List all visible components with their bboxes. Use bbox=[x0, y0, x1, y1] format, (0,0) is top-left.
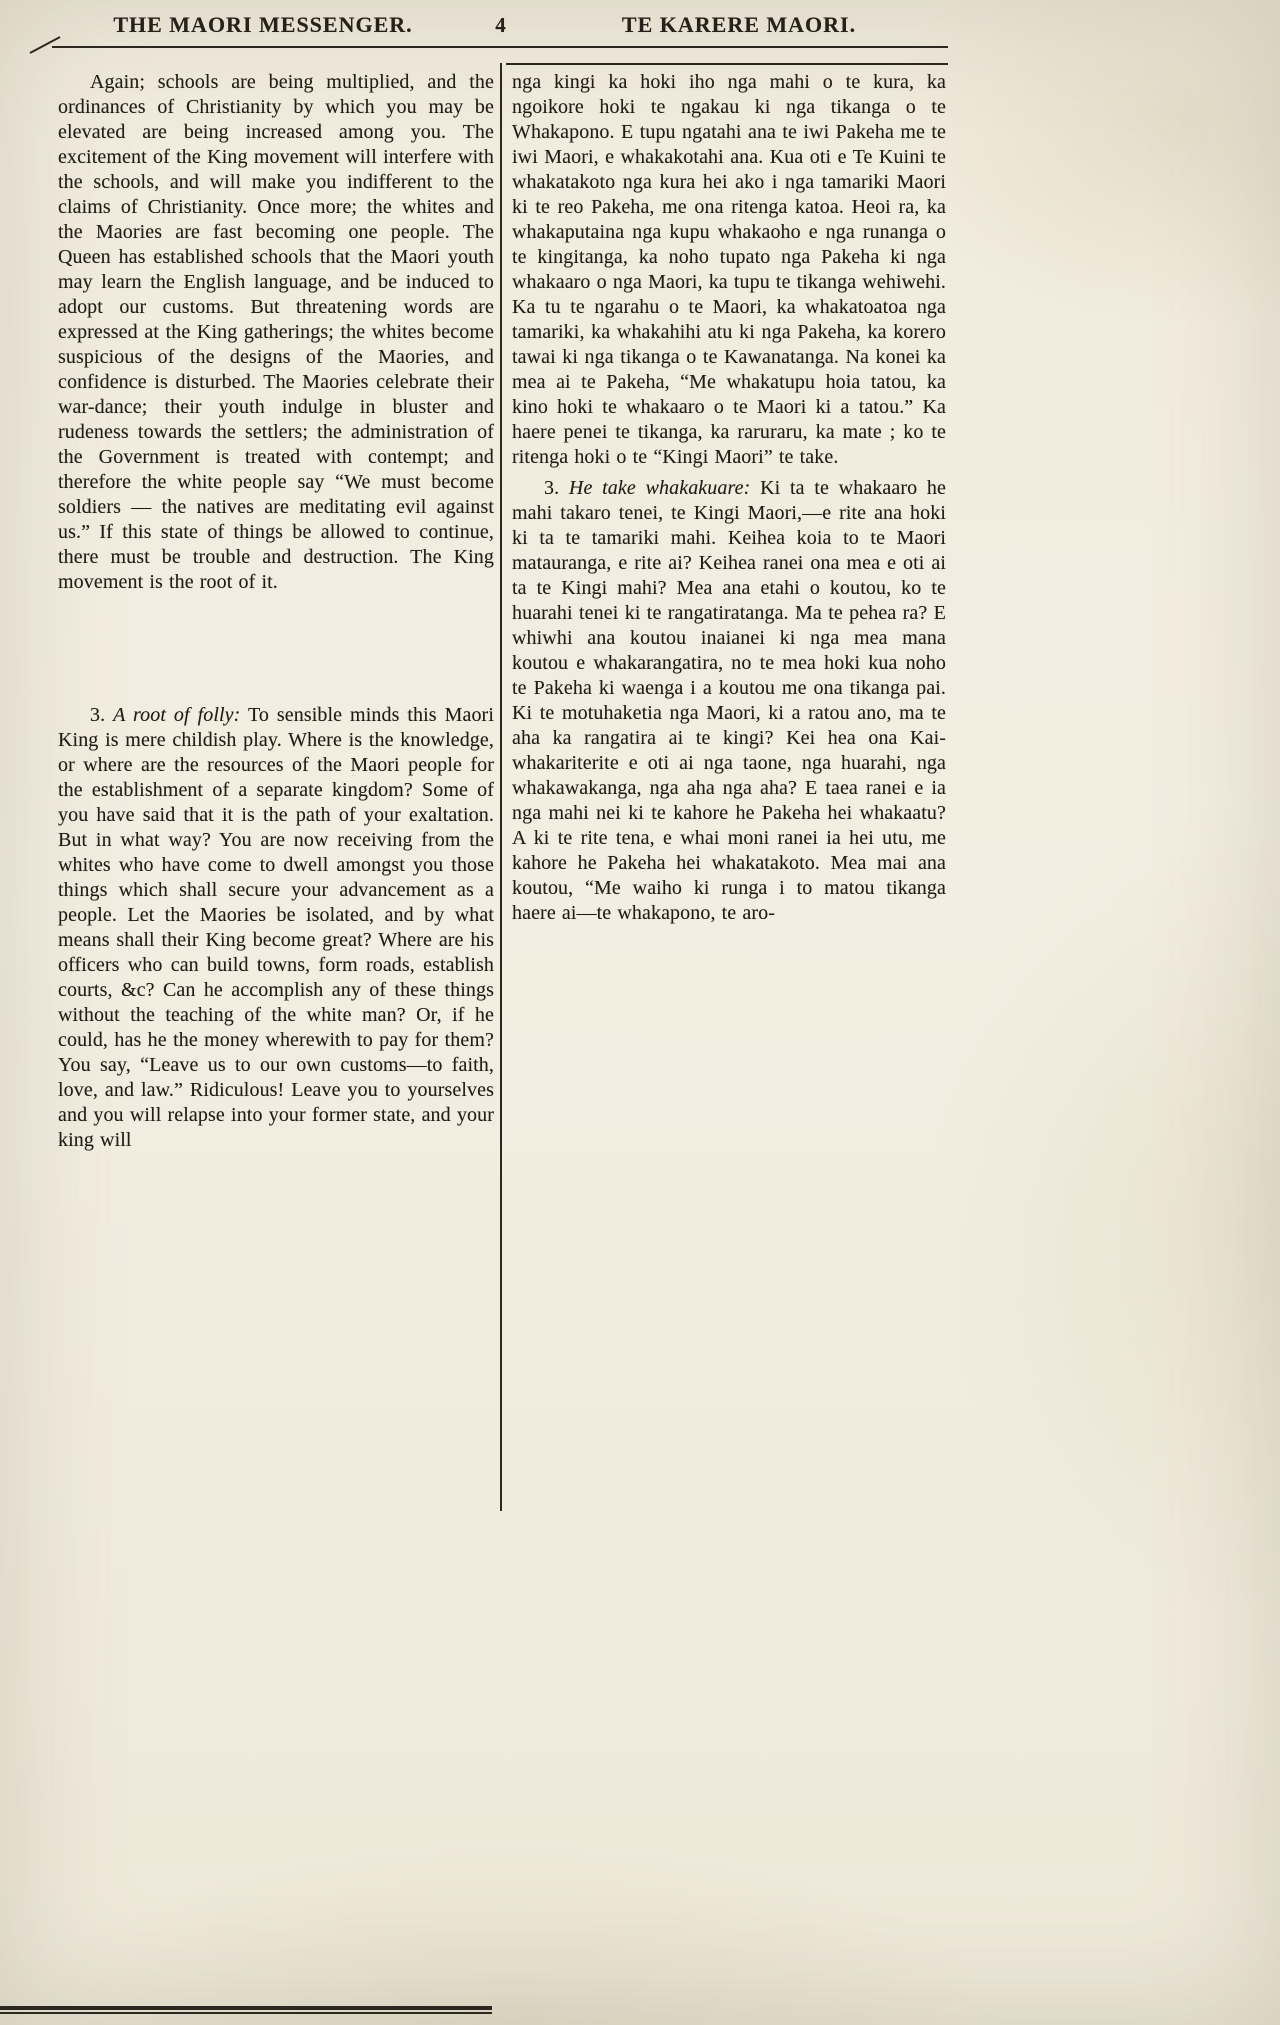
section-number-maori: 3. bbox=[544, 477, 560, 499]
section-text-maori: Ki ta te whakaaro he mahi takaro tenei, te Kingi Maori,—e rite ana hoki ki ta te tamariki mahi. Keihea koia to te Maori matauranga, e rite ai? Keihea ranei ona mea e oti ai ta te Kingi mahi? Mea ana etahi o koutou, ko te huarahi tenei ki te rangatiratanga. Ma te pehea ra? E whiwhi ana koutou inaianei ki nga mea mana koutou e whakarangatira, no te mea hoki kua noho te Pakeha ki waenga i a koutou me ona tikanga pai. Ki te motuhaketia nga Maori, ki a ratou ano, ma te aha ka rangatira ai te kingi? Kei hea ona Kai-whakariterite e oti ai nga taone, nga huarahi, nga whakawakanga, nga aha nga aha? E taea ranei e ia nga mahi nei ki te kahore he Pakeha hei whakaatu? A ki te rite tena, e whai moni ranei ia hei utu, me kahore he Pakeha hei whakatakoto. Mea mai ana koutou, “Me waiho ki runga i to matou tikanga haere ai—te whakapono, te aro- bbox=[512, 477, 947, 924]
right-column-top-rule bbox=[506, 63, 948, 65]
bottom-rule bbox=[0, 2006, 492, 2014]
column-divider bbox=[500, 63, 502, 1511]
maori-column bbox=[512, 70, 946, 926]
section-number-english: 3. bbox=[90, 704, 106, 726]
section-text-english: To sensible minds this Maori King is mere childish play. Where is the knowledge, or where are the resources of the Maori people for the establishment of a separate kingdom? Some of you have said that it is the path of your exaltation. But in what way? You are now receiving from the whites who have come to dwell amongst you those things which shall secure your advancement as a people. Let the Maories be isolated, and by what means shall their King become great? Where are his officers who can build towns, form roads, establish courts, &c? Can he accomplish any of these things without the teaching of the white man? Or, if he could, has he the money wherewith to pay for them? You say, “Leave us to our own customs—to faith, love, and law.” Ridiculous! Leave you to yourselves and you will relapse into your former state, and your king will bbox=[58, 704, 494, 1151]
english-column bbox=[58, 70, 494, 1153]
header-rule bbox=[52, 46, 948, 48]
english-paragraph-2 bbox=[58, 703, 494, 1153]
maori-paragraph-1: nga kingi ka hoki iho nga mahi o te kura, ka ngoikore hoki te ngakau ki nga tikanga o te Whakapono. E tupu ngatahi ana te iwi Pakeha me te iwi Maori, e whakakotahi ana. Kua oti e Te Kuini te whakatakoto nga kura hei ako i nga tamariki Maori ki te reo Pakeha, me ona ritenga katoa. Heoi ra, ka whakaputaina nga kupu whakaoho e nga runanga o te kingitanga, ka noho tupato nga Pakeha ki nga whakaaro o nga Maori, ka tupu te tikanga wehiwehi. Ka tu te ngarahu o te Maori, ka whakatoatoa nga tamariki, ka whakahihi atu ki nga Pakeha, ka korero tawai ki nga tikanga o te Kawanatanga. Na konei ka mea ai te Pakeha, “Me whakatupu hoia tatou, ka kino hoki te whakaaro o te Maori ki a tatou.” Ka haere penei te tikanga, ka raruraru, ka mate ; ko te ritenga hoki o te “Kingi Maori” te take. bbox=[512, 71, 946, 468]
header-title-maori: TE KARERE MAORI. bbox=[621, 12, 857, 37]
section-title-english: A root of folly: bbox=[113, 704, 241, 726]
page-number: 4 bbox=[495, 13, 507, 37]
english-paragraph-1: Again; schools are being multiplied, and the ordinances of Christianity by which you may be elevated are being increased among you. The excitement of the King movement will interfere with the schools, and will make you indifferent to the claims of Christianity. Once more; the whites and the Maories are fast becoming one people. The Queen has established schools that the Maori youth may learn the English language, and be induced to adopt our customs. But threatening words are expressed at the King gatherings; the whites become suspicious of the designs of the Maories, and confidence is disturbed. The Maories celebrate their war-dance; their youth indulge in bluster and rudeness towards the settlers; the administration of the Government is treated with contempt; and therefore the white people say “We must become soldiers — the natives are meditating evil against us.” If this state of things be allowed to continue, there must be trouble and destruction. The King movement is the root of it. bbox=[58, 71, 494, 593]
maori-paragraph-2 bbox=[512, 476, 946, 926]
page-header bbox=[55, 12, 947, 38]
section-title-maori: He take whakakuare: bbox=[568, 477, 751, 499]
header-title-english: THE MAORI MESSENGER. bbox=[113, 12, 413, 37]
